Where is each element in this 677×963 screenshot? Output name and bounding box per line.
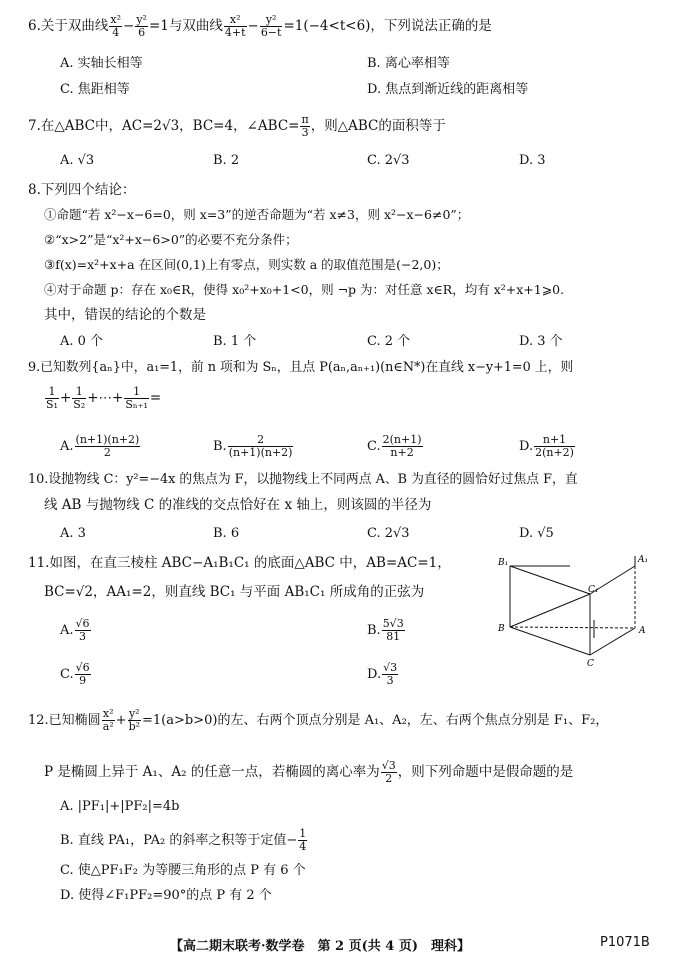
q12-option-b: B. 直线 PA₁，PA₂ 的斜率之积等于定值− $\frac{1}{4}$ xyxy=(60,827,307,853)
q9-option-b: B. $\frac{2}{(n+1)(n+2)}$ xyxy=(213,433,293,459)
q8-option-a: A. 0 个 xyxy=(60,334,104,349)
q8-statement-4: ④对于命题 p：存在 x₀∈R，使得 x₀²+x₀+1<0，则 ¬p 为：对任意 x∈R，均有 x²+x+1⩾0. xyxy=(44,282,565,297)
q11-line-2: BC=√2，AA₁=2，则直线 BC₁ 与平面 AB₁C₁ 所成角的正弦为 xyxy=(44,584,425,600)
q10-line-1: 10.设抛物线 C：y²=−4x 的焦点为 F，以抛物线上不同两点 A、B 为直径的圆恰好过焦点 F，直 xyxy=(28,472,578,487)
label-c: C xyxy=(587,659,594,669)
q9-option-d: D. $\frac{n+1}{2(n+2)}$ xyxy=(519,433,574,459)
q11-prism-figure xyxy=(490,552,660,672)
q12-frac-x2-a2: $\frac{\text{x²}}{\text{a²}}$ xyxy=(102,707,114,733)
q8-statement-1: ①命题“若 x²−x−6=0，则 x=3”的逆否命题为“若 x≠3，则 x²−x−6≠0”； xyxy=(44,207,470,222)
page-footer: 【高二期末联考·数学卷 第 2 页(共 4 页) 理科】 xyxy=(170,939,471,954)
q6-option-b: B. 离心率相等 xyxy=(367,56,450,71)
label-a1: A₁ xyxy=(638,555,649,565)
edge-c-a xyxy=(590,628,635,655)
q11-option-c: C. $\frac{√6}{9}$ xyxy=(60,661,90,687)
q8-option-c: C. 2 个 xyxy=(367,334,411,349)
q6-option-c: C. 焦距相等 xyxy=(60,82,130,97)
q9-option-a: A. $\frac{(n+1)(n+2)}{2}$ xyxy=(60,433,140,459)
paper-code: P1071B xyxy=(600,935,650,950)
q12-option-c: C. 使△PF₁F₂ 为等腰三角形的点 P 有 6 个 xyxy=(60,863,306,878)
q7-option-c: C. 2√3 xyxy=(367,153,410,168)
q6-frac-x2-4: $\frac{\text{x²}}{4}$ xyxy=(110,13,122,39)
q10-option-d: D. √5 xyxy=(519,526,554,541)
q7-frac-pi-3: $\frac{\pi}{3}$ xyxy=(301,113,309,139)
q10-line-2: 线 AB 与抛物线 C 的准线的交点恰好在 x 轴上，则该圆的半径为 xyxy=(44,497,432,513)
q12-line-2: P 是椭圆上异于 A₁、A₂ 的任意一点，若椭圆的离心率为 $\frac{√3}{2}$ ，则下列命题中是假命题的是 xyxy=(44,759,574,785)
q8-option-b: B. 1 个 xyxy=(213,334,257,349)
q12-frac-y2-b2: $\frac{\text{y²}}{\text{b²}}$ xyxy=(128,707,141,733)
q6-frac-y2-6: $\frac{\text{y²}}{6}$ xyxy=(136,13,147,39)
q11-line-1: 11.如图，在直三棱柱 ABC−A₁B₁C₁ 的底面△ABC 中，AB=AC=1， xyxy=(28,555,451,571)
q6-frac-y2-6mt: $\frac{\text{y²}}{6-t}$ xyxy=(260,13,282,39)
q6-option-d: D. 焦点到渐近线的距离相等 xyxy=(367,82,529,97)
q10-option-b: B. 6 xyxy=(213,526,240,541)
q7-option-b: B. 2 xyxy=(213,153,240,168)
q8-statement-2: ②“x>2”是“x²+x−6>0”的必要不充分条件； xyxy=(44,232,298,247)
q12-stem: 12.已知椭圆 $\frac{\text{x²}}{\text{a²}}$ + $\frac{\text{y²}}{\text{b²}}$ =1(a>b>0)的左、右两个顶点分别是 A₁、A₂，左、右两个焦点分别是 F₁、F₂， xyxy=(28,707,609,733)
edge-b-a-hidden xyxy=(510,627,635,628)
q8-tail: 其中，错误的结论的个数是 xyxy=(44,307,206,323)
q11-option-d: D. $\frac{√3}{3}$ xyxy=(367,661,398,687)
q11-option-a: A. $\frac{√6}{3}$ xyxy=(60,617,90,643)
label-b1: B₁ xyxy=(498,558,509,568)
q12-frac-ecc: $\frac{√3}{2}$ xyxy=(381,759,396,785)
label-a: A xyxy=(639,626,646,636)
q11-option-b: B. $\frac{5√3}{81}$ xyxy=(367,617,404,643)
label-c1: C₁ xyxy=(588,585,599,595)
q7-option-d: D. 3 xyxy=(519,153,546,168)
q6-frac-x2-4pt: $\frac{\text{x²}}{4+t}$ xyxy=(224,13,246,39)
q8-stem: 8.下列四个结论： xyxy=(28,182,136,198)
q9-stem: 9.已知数列{aₙ}中，a₁=1，前 n 项和为 Sₙ，且点 P(aₙ,aₙ₊₁)(n∈N*)在直线 x−y+1=0 上，则 xyxy=(28,360,574,375)
q10-option-a: A. 3 xyxy=(60,526,86,541)
label-b: B xyxy=(498,624,505,634)
q10-option-c: C. 2√3 xyxy=(367,526,410,541)
q9-frac-1-s2: $\frac{1}{\text{S₂}}$ xyxy=(73,385,86,411)
q9-sum-expression: $\frac{1}{\text{S₁}}$ + $\frac{1}{\text{S₂}}$ +⋯+ $\frac{1}{\text{Sₙ₊₁}}$ = xyxy=(46,385,162,411)
q6-option-a: A. 实轴长相等 xyxy=(60,56,143,71)
q9-option-c: C. $\frac{2(n+1)}{n+2}$ xyxy=(367,433,422,459)
q12-option-d: D. 使得∠F₁PF₂=90°的点 P 有 2 个 xyxy=(60,888,272,903)
edge-b-c xyxy=(510,627,590,655)
q9-frac-1-sn1: $\frac{1}{\text{Sₙ₊₁}}$ xyxy=(125,385,148,411)
q6-stem: 6.关于双曲线 $\frac{\text{x²}}{4}$ − $\frac{\text{y²}}{6}$ =1与双曲线 $\frac{\text{x²}}{4+t}$ − $\frac{\text{y²}}{6-t}$ =1(−4<t<6)，下列说法正确的是 xyxy=(28,13,492,39)
q8-statement-3: ③f(x)=x²+x+a 在区间(0,1)上有零点，则实数 a 的取值范围是(−2,0)； xyxy=(44,257,449,272)
q7-option-a: A. √3 xyxy=(60,153,95,168)
edge-b1-c1 xyxy=(510,566,590,594)
edge-b-c1 xyxy=(510,594,590,627)
q7-stem: 7.在△ABC中，AC=2√3，BC=4，∠ABC= $\frac{\pi}{3}$ ，则△ABC的面积等于 xyxy=(28,113,446,139)
q8-option-d: D. 3 个 xyxy=(519,334,563,349)
q12-option-a: A. |PF₁|+|PF₂|=4b xyxy=(60,799,180,814)
q9-frac-1-s1: $\frac{1}{\text{S₁}}$ xyxy=(46,385,58,411)
